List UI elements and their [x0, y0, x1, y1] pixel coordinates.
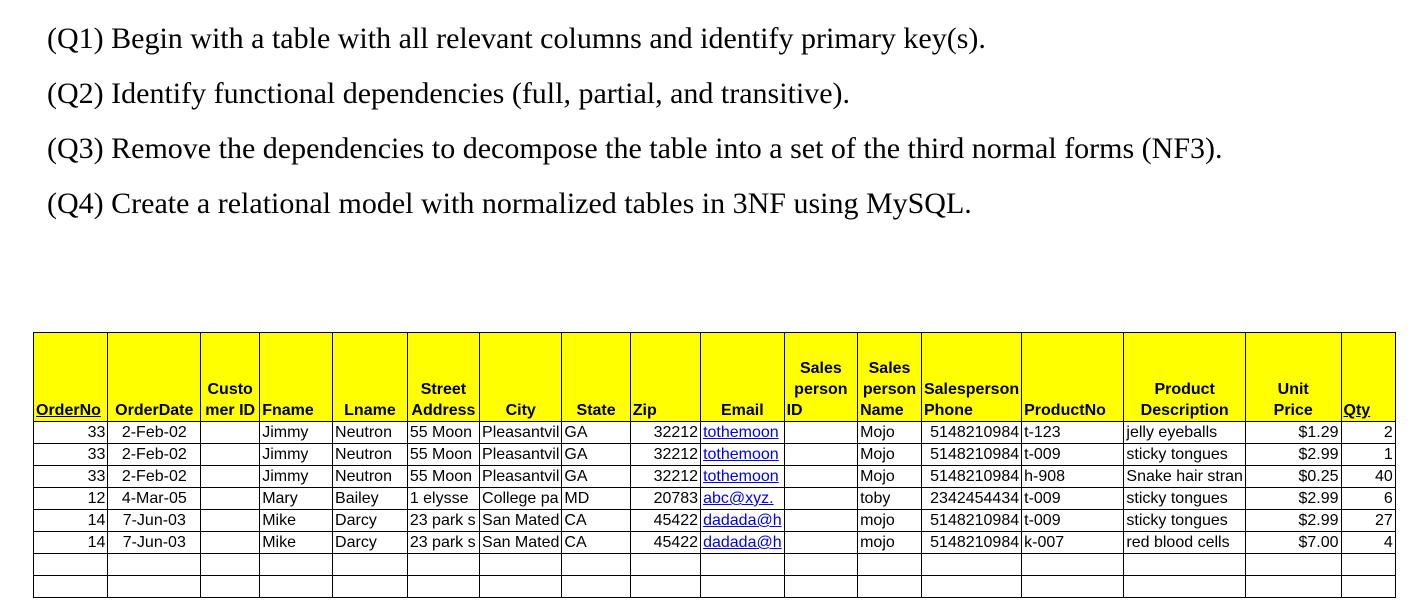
cell-lname: Darcy	[333, 510, 408, 532]
header-row	[34, 333, 1426, 422]
cell-city: Pleasantvil	[480, 422, 562, 444]
empty-cell	[333, 576, 408, 598]
cell-qty: 27	[1341, 510, 1395, 532]
cell-email	[701, 488, 785, 510]
header-salesperson-phone: Salesperson Phone	[921, 333, 1021, 422]
cell-fname: Mike	[260, 532, 333, 554]
empty-cell	[1245, 576, 1341, 598]
empty-cell	[1341, 576, 1395, 598]
cell-street: 55 Moon	[407, 466, 479, 488]
header-street-address: Street Address	[407, 333, 479, 422]
header-product-no: ProductNo	[1022, 333, 1124, 422]
cell-state: GA	[562, 444, 630, 466]
header-salesperson-name: Sales person Name	[858, 333, 922, 422]
cell-product-no: t-009	[1022, 444, 1124, 466]
cell-email	[701, 510, 785, 532]
cell-order-date: 4-Mar-05	[108, 488, 201, 510]
cell-product-desc: jelly eyeballs	[1124, 422, 1246, 444]
cell-sp-id	[784, 488, 857, 510]
header-lname: Lname	[333, 333, 408, 422]
table-row	[34, 444, 1426, 466]
cell-sp-name: Mojo	[858, 466, 922, 488]
cell-customer-id	[201, 510, 260, 532]
empty-row	[34, 554, 1426, 576]
empty-cell	[562, 554, 630, 576]
cell-zip: 32212	[630, 444, 700, 466]
cell-sp-id	[784, 422, 857, 444]
cell-order-date: 7-Jun-03	[108, 510, 201, 532]
cell-order-no: 14	[34, 510, 108, 532]
empty-cell	[630, 554, 700, 576]
cell-product-desc: sticky tongues	[1124, 510, 1246, 532]
header-order-no: OrderNo	[34, 333, 108, 422]
header-state: State	[562, 333, 630, 422]
cell-customer-id	[201, 488, 260, 510]
header-product-description: Product Description	[1124, 333, 1246, 422]
cell-lname: Neutron	[333, 422, 408, 444]
cell-city: San Mated	[480, 510, 562, 532]
cell-fname: Jimmy	[260, 466, 333, 488]
cell-city: San Mated	[480, 532, 562, 554]
email-link[interactable]: dadada@h	[703, 534, 782, 551]
table-row	[34, 510, 1426, 532]
empty-cell	[921, 554, 1021, 576]
empty-cell	[858, 554, 922, 576]
cell-product-no: h-908	[1022, 466, 1124, 488]
question-2: (Q2) Identify functional dependencies (full, partial, and transitive).	[47, 77, 851, 110]
cell-city: Pleasantvil	[480, 466, 562, 488]
cell-zip: 20783	[630, 488, 700, 510]
header-fname: Fname	[260, 333, 333, 422]
cell-email	[701, 466, 785, 488]
empty-cell	[784, 576, 857, 598]
cell-order-date: 2-Feb-02	[108, 466, 201, 488]
cell-unit-price: $2.99	[1245, 444, 1341, 466]
cell-sp-id	[784, 510, 857, 532]
cell-qty: 40	[1341, 466, 1395, 488]
cell-street: 55 Moon	[407, 422, 479, 444]
cell-lname: Darcy	[333, 532, 408, 554]
cell-email	[701, 532, 785, 554]
cell-city: Pleasantvil	[480, 444, 562, 466]
cell-zip: 45422	[630, 510, 700, 532]
cell-state: GA	[562, 422, 630, 444]
cell-product-no: k-007	[1022, 532, 1124, 554]
orders-spreadsheet	[33, 332, 1426, 598]
empty-cell	[333, 554, 408, 576]
cell-sp-phone: 5148210984	[921, 466, 1021, 488]
cell-product-no: t-009	[1022, 510, 1124, 532]
question-3: (Q3) Remove the dependencies to decompose the table into a set of the third normal forms (NF3).	[47, 132, 1223, 165]
cell-sp-phone: 5148210984	[921, 510, 1021, 532]
cell-street: 23 park s	[407, 510, 479, 532]
cell-order-no: 33	[34, 444, 108, 466]
cell-product-no: t-123	[1022, 422, 1124, 444]
cell-unit-price: $7.00	[1245, 532, 1341, 554]
empty-cell	[407, 576, 479, 598]
header-salesperson-id: Sales person ID	[784, 333, 857, 422]
empty-cell	[1245, 554, 1341, 576]
cell-sp-id	[784, 466, 857, 488]
cell-qty: 4	[1341, 532, 1395, 554]
empty-row	[34, 576, 1426, 598]
cell-sp-phone: 5148210984	[921, 422, 1021, 444]
empty-cell	[480, 554, 562, 576]
empty-cell	[201, 554, 260, 576]
cell-product-desc: sticky tongues	[1124, 488, 1246, 510]
cell-sp-name: toby	[858, 488, 922, 510]
question-list	[47, 14, 1223, 234]
cell-lname: Bailey	[333, 488, 408, 510]
cell-customer-id	[201, 466, 260, 488]
empty-cell	[701, 554, 785, 576]
email-link[interactable]: abc@xyz.	[703, 490, 774, 507]
empty-cell	[34, 576, 108, 598]
question-1: (Q1) Begin with a table with all relevant columns and identify primary key(s).	[47, 22, 986, 55]
cell-fname: Jimmy	[260, 422, 333, 444]
email-link[interactable]: tothemoon	[703, 424, 779, 441]
empty-cell	[1022, 554, 1124, 576]
email-link[interactable]: dadada@h	[703, 512, 782, 529]
cell-state: CA	[562, 532, 630, 554]
cell-sp-name: Mojo	[858, 444, 922, 466]
cell-qty: 2	[1341, 422, 1395, 444]
header-order-date: OrderDate	[108, 333, 201, 422]
cell-order-no: 33	[34, 466, 108, 488]
cell-zip: 32212	[630, 466, 700, 488]
cell-order-date: 2-Feb-02	[108, 444, 201, 466]
empty-cell	[480, 576, 562, 598]
empty-cell	[701, 576, 785, 598]
empty-cell	[1022, 576, 1124, 598]
empty-cell	[630, 576, 700, 598]
cell-unit-price: $1.29	[1245, 422, 1341, 444]
cell-order-date: 2-Feb-02	[108, 422, 201, 444]
empty-cell	[108, 576, 201, 598]
email-link[interactable]: tothemoon	[703, 446, 779, 463]
cell-street: 1 elysse	[407, 488, 479, 510]
cell-email	[701, 444, 785, 466]
cell-sp-name: mojo	[858, 532, 922, 554]
empty-cell	[858, 576, 922, 598]
cell-qty: 1	[1341, 444, 1395, 466]
cell-customer-id	[201, 532, 260, 554]
cell-state: MD	[562, 488, 630, 510]
empty-cell	[784, 554, 857, 576]
cell-unit-price: $2.99	[1245, 510, 1341, 532]
email-link[interactable]: tothemoon	[703, 468, 779, 485]
table-row	[34, 422, 1426, 444]
table-row	[34, 488, 1426, 510]
cell-sp-phone: 5148210984	[921, 532, 1021, 554]
cell-product-no: t-009	[1022, 488, 1124, 510]
cell-lname: Neutron	[333, 444, 408, 466]
cell-customer-id	[201, 444, 260, 466]
empty-cell	[562, 576, 630, 598]
empty-cell	[260, 554, 333, 576]
cell-order-no: 12	[34, 488, 108, 510]
cell-unit-price: $2.99	[1245, 488, 1341, 510]
empty-cell	[1124, 576, 1246, 598]
question-4: (Q4) Create a relational model with normalized tables in 3NF using MySQL.	[47, 187, 972, 220]
cell-zip: 32212	[630, 422, 700, 444]
cell-email	[701, 422, 785, 444]
table-row	[34, 466, 1426, 488]
empty-cell	[921, 576, 1021, 598]
cell-customer-id	[201, 422, 260, 444]
cell-zip: 45422	[630, 532, 700, 554]
cell-sp-name: mojo	[858, 510, 922, 532]
header-qty: Qty	[1341, 333, 1395, 422]
cell-state: CA	[562, 510, 630, 532]
cell-order-date: 7-Jun-03	[108, 532, 201, 554]
cell-fname: Mary	[260, 488, 333, 510]
cell-order-no: 14	[34, 532, 108, 554]
empty-cell	[201, 576, 260, 598]
header-unit-price: Unit Price	[1245, 333, 1341, 422]
empty-cell	[407, 554, 479, 576]
cell-lname: Neutron	[333, 466, 408, 488]
empty-cell	[1124, 554, 1246, 576]
cell-sp-phone: 5148210984	[921, 444, 1021, 466]
cell-sp-id	[784, 532, 857, 554]
cell-state: GA	[562, 466, 630, 488]
empty-cell	[34, 554, 108, 576]
cell-street: 55 Moon	[407, 444, 479, 466]
cell-product-desc: sticky tongues	[1124, 444, 1246, 466]
cell-street: 23 park s	[407, 532, 479, 554]
cell-sp-name: Mojo	[858, 422, 922, 444]
empty-cell	[260, 576, 333, 598]
empty-cell	[108, 554, 201, 576]
header-email: Email	[701, 333, 785, 422]
header-customer-id: Custo mer ID	[201, 333, 260, 422]
table-row	[34, 532, 1426, 554]
cell-unit-price: $0.25	[1245, 466, 1341, 488]
cell-product-desc: red blood cells	[1124, 532, 1246, 554]
cell-fname: Mike	[260, 510, 333, 532]
header-city: City	[480, 333, 562, 422]
empty-cell	[1341, 554, 1395, 576]
cell-order-no: 33	[34, 422, 108, 444]
cell-product-desc: Snake hair stran	[1124, 466, 1246, 488]
cell-sp-id	[784, 444, 857, 466]
cell-fname: Jimmy	[260, 444, 333, 466]
cell-city: College pa	[480, 488, 562, 510]
cell-sp-phone: 2342454434	[921, 488, 1021, 510]
header-zip: Zip	[630, 333, 700, 422]
cell-qty: 6	[1341, 488, 1395, 510]
